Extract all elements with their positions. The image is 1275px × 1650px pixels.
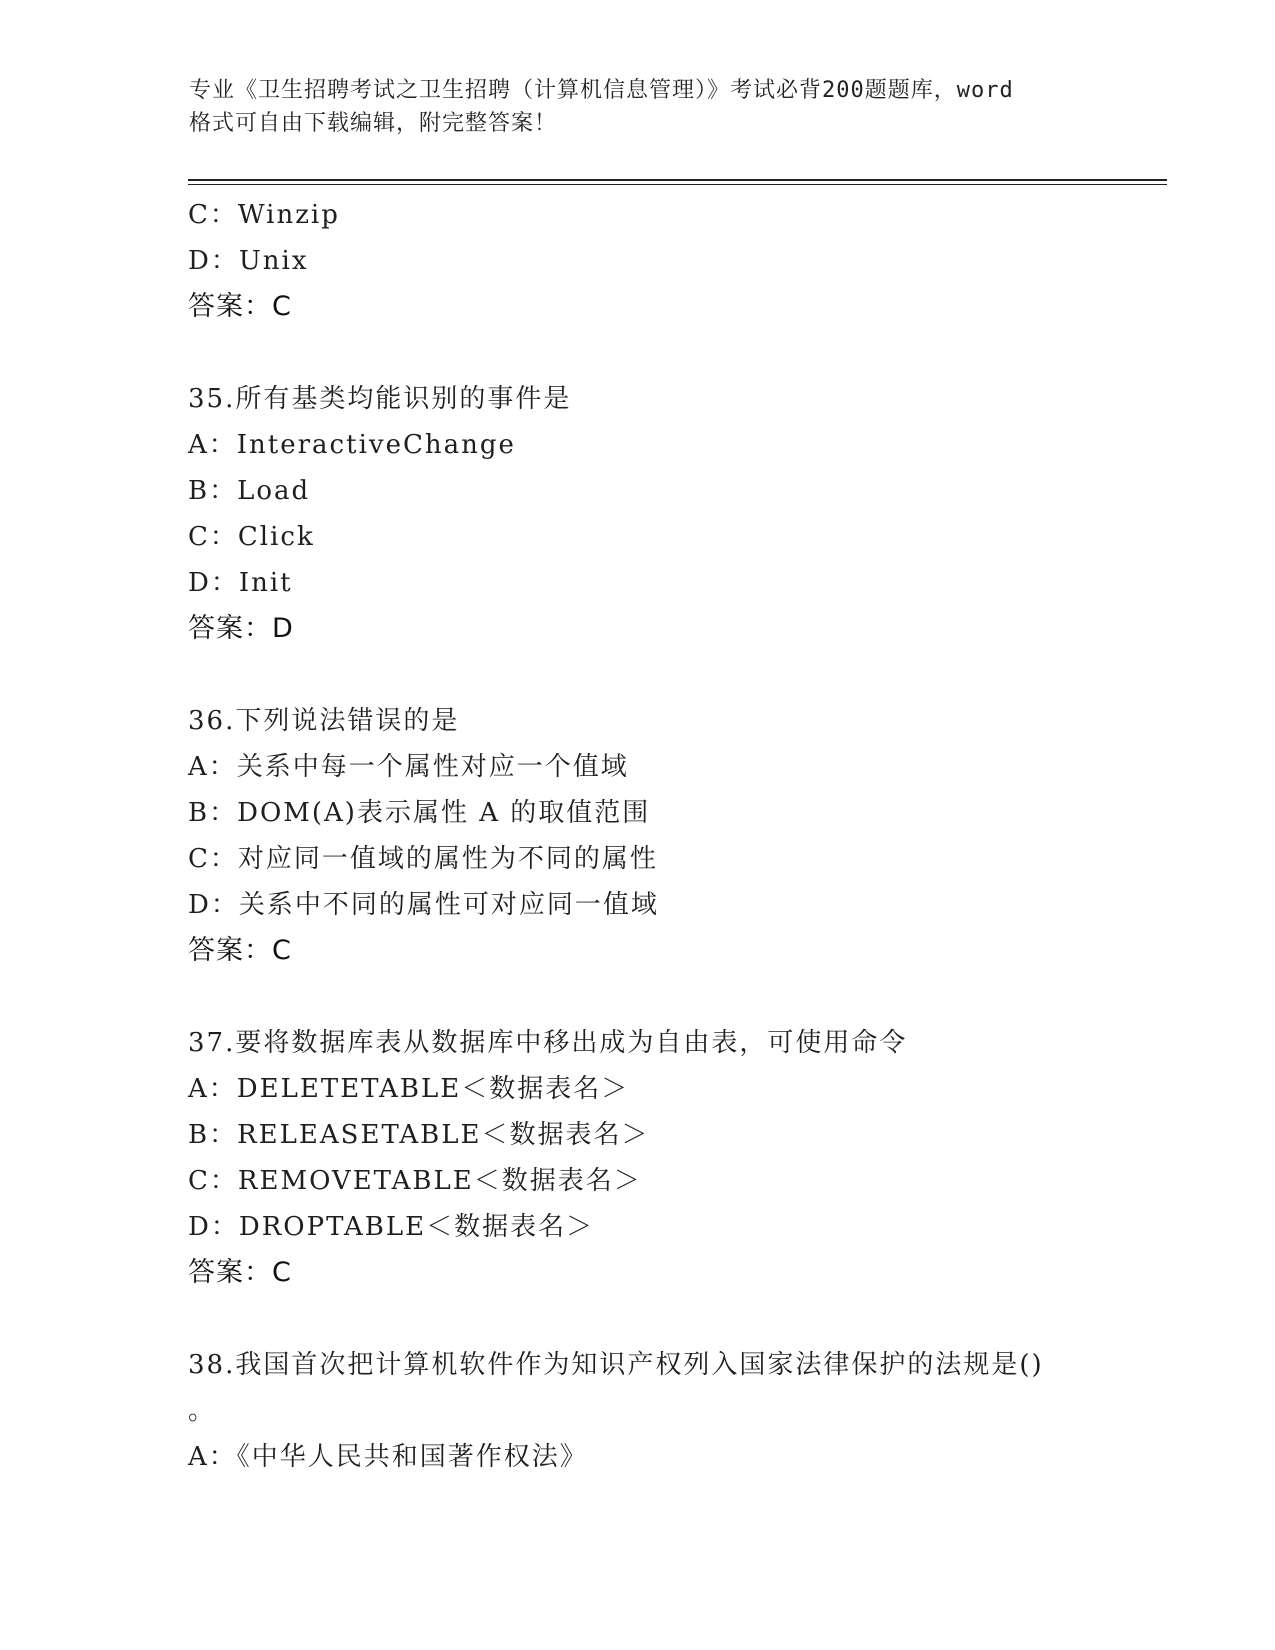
option-c: C：对应同一值域的属性为不同的属性 xyxy=(188,844,658,874)
spacer xyxy=(188,330,1168,376)
question-stem: 36.下列说法错误的是 xyxy=(188,706,460,736)
option-d: D：关系中不同的属性可对应同一值域 xyxy=(188,890,659,920)
question-37 xyxy=(188,1020,1168,1296)
question-list xyxy=(188,192,1168,1480)
question-36 xyxy=(188,698,1168,974)
question-35 xyxy=(188,376,1168,652)
header-rule-thick xyxy=(188,179,1167,181)
option-a: A：关系中每一个属性对应一个值域 xyxy=(188,752,629,782)
spacer xyxy=(188,1296,1168,1342)
document-header xyxy=(189,74,1089,140)
header-line-1: 专业《卫生招聘考试之卫生招聘（计算机信息管理）》考试必背200题题库，word xyxy=(189,78,1014,103)
question-38 xyxy=(188,1342,1168,1480)
option-a: A：InteractiveChange xyxy=(188,430,516,460)
answer: 答案：C xyxy=(188,291,292,322)
option-b: B：DOM(A)表示属性 A 的取值范围 xyxy=(188,798,651,828)
question-stem: 37.要将数据库表从数据库中移出成为自由表，可使用命令 xyxy=(188,1028,908,1058)
question-34-tail xyxy=(188,192,1168,330)
option-a: A：《中华人民共和国著作权法》 xyxy=(188,1442,588,1472)
header-line-2: 格式可自由下载编辑，附完整答案！ xyxy=(189,111,558,136)
answer: 答案：C xyxy=(188,935,292,966)
option-b: B：Load xyxy=(188,476,311,506)
option-d: D：DROPTABLE＜数据表名＞ xyxy=(188,1212,595,1242)
answer: 答案：D xyxy=(188,613,294,644)
question-stem: 35.所有基类均能识别的事件是 xyxy=(188,384,572,414)
spacer xyxy=(188,974,1168,1020)
spacer xyxy=(188,652,1168,698)
option-c: C：Winzip xyxy=(188,200,340,230)
option-d: D：Unix xyxy=(188,246,309,276)
option-d: D：Init xyxy=(188,568,293,598)
option-c: C：Click xyxy=(188,522,315,552)
question-stem: 38.我国首次把计算机软件作为知识产权列入国家法律保护的法规是() xyxy=(188,1350,1044,1380)
option-c: C：REMOVETABLE＜数据表名＞ xyxy=(188,1166,642,1196)
answer: 答案：C xyxy=(188,1257,292,1288)
option-a: A：DELETETABLE＜数据表名＞ xyxy=(188,1074,630,1104)
option-b: B：RELEASETABLE＜数据表名＞ xyxy=(188,1120,650,1150)
question-stem-continuation: 。 xyxy=(188,1396,217,1426)
header-rule-thin xyxy=(188,184,1167,185)
